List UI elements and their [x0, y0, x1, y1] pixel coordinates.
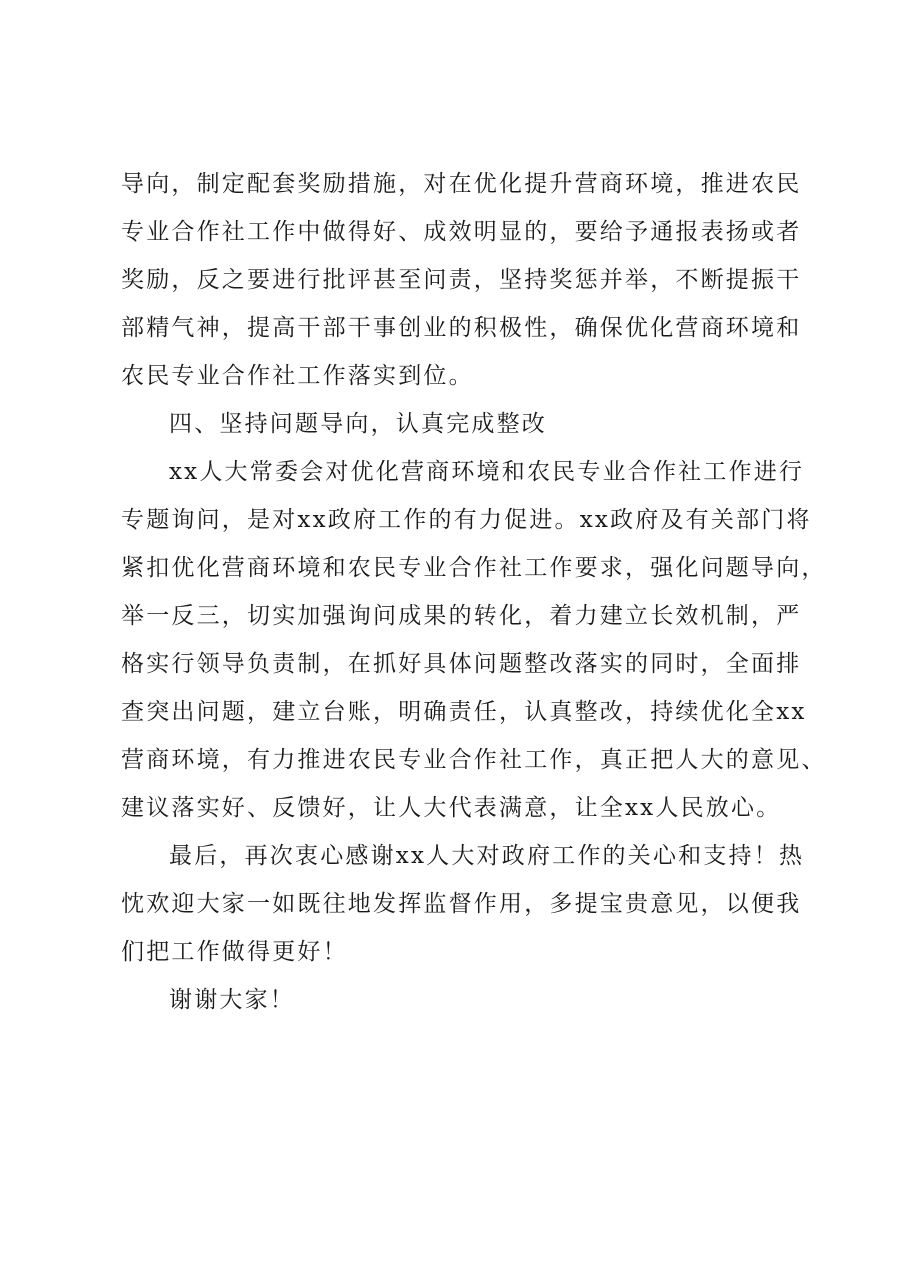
text-line: 查突出问题，建立台账，明确责任，认真整改，持续优化全xx [121, 699, 807, 725]
text-line: 最后，再次衷心感谢xx人大对政府工作的关心和支持！热 [169, 843, 805, 869]
text-line: 专业合作社工作中做得好、成效明显的，要给予通报表扬或者 [121, 219, 802, 245]
text-line: 奖励，反之要进行批评甚至问责，坚持奖惩并举，不断提振干 [121, 267, 802, 293]
text-line: 格实行领导负责制，在抓好具体问题整改落实的同时，全面排 [121, 651, 802, 677]
text-line: 导向，制定配套奖励措施，对在优化提升营商环境，推进农民 [121, 171, 802, 197]
text-line: 们把工作做得更好！ [121, 939, 348, 965]
text-line: 营商环境，有力推进农民专业合作社工作，真正把人大的意见、 [121, 747, 827, 773]
paragraph-continued [121, 160, 801, 400]
paragraph-section-four [121, 448, 827, 832]
section-heading: 四、坚持问题导向，认真完成整改 [169, 411, 547, 437]
text-line: 举一反三，切实加强询问成果的转化，着力建立长效机制，严 [121, 603, 802, 629]
text-line: xx人大常委会对优化营商环境和农民专业合作社工作进行 [169, 459, 805, 485]
thanks-line: 谢谢大家！ [169, 987, 295, 1013]
text-line: 忱欢迎大家一如既往地发挥监督作用，多提宝贵意见，以便我 [121, 891, 802, 917]
paragraph-closing [121, 832, 805, 976]
text-line: 部精气神，提高干部干事创业的积极性，确保优化营商环境和 [121, 315, 802, 341]
document-body [121, 160, 827, 1024]
text-line: 紧扣优化营商环境和农民专业合作社工作要求，强化问题导向， [121, 555, 827, 581]
text-line: 专题询问，是对xx政府工作的有力促进。xx政府及有关部门将 [121, 507, 812, 533]
text-line: 建议落实好、反馈好，让人大代表满意，让全xx人民放心。 [121, 795, 782, 821]
text-line: 农民专业合作社工作落实到位。 [121, 363, 474, 389]
